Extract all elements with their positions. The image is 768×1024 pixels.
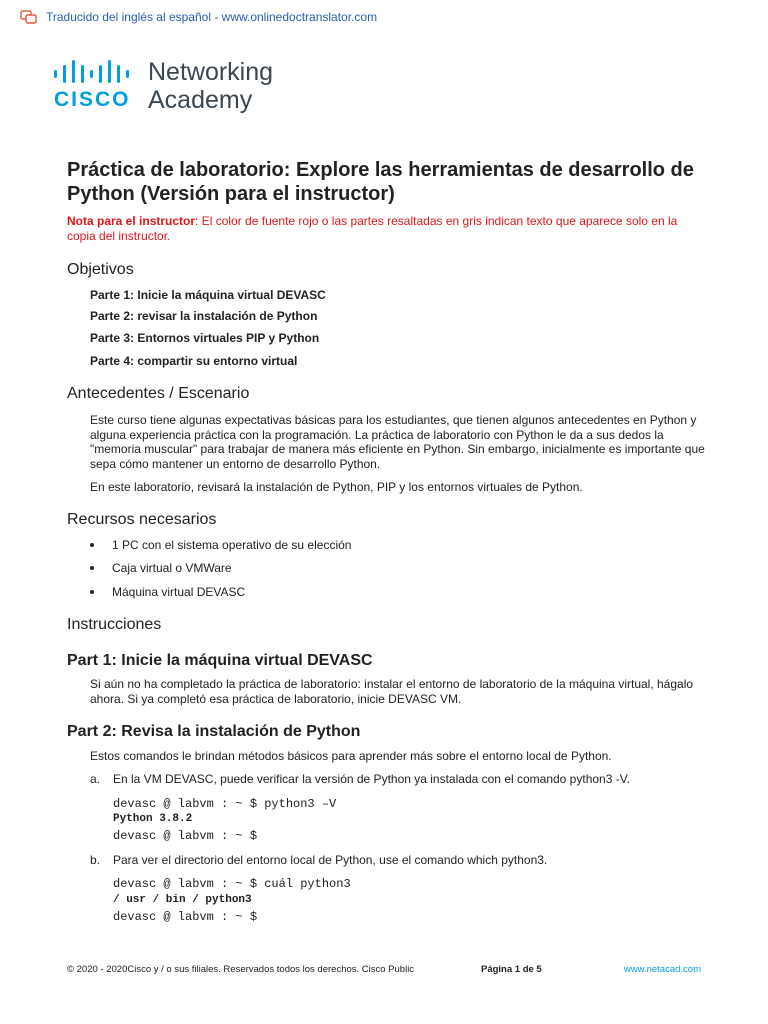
instructor-note-text: : El color de fuente rojo o las partes resaltadas en gris indican texto que aparece solo en la copia del instructor. xyxy=(67,214,678,243)
footer-site-link[interactable]: www.netacad.com xyxy=(623,964,701,975)
objective-item: Parte 4: compartir su entorno virtual xyxy=(90,354,298,368)
objective-item: Parte 3: Entornos virtuales PIP y Python xyxy=(90,331,320,345)
translator-icon xyxy=(20,10,38,24)
code-line: devasc @ labvm : ~ $ xyxy=(113,910,258,924)
antecedentes-paragraph-1: Este curso tiene algunas expectativas básicas para los estudiantes, que tienen algunos antecedentes en Python y alguna experiencia práctica con la programación. La práctica de laboratorio con Python le da a sus dedos la "memoria muscular" para trabajar de manera más eficiente en Python. Sin embargo, inicialmente es importante que sepa cómo mantener un entorno de desarrollo Python. xyxy=(90,413,705,471)
document-title: Práctica de laboratorio: Explore las herramientas de desarrollo de Python (Versión para el instructor) xyxy=(67,159,694,205)
instructor-note-label: Nota para el instructor xyxy=(67,214,196,228)
cisco-bars-icon xyxy=(52,58,140,86)
antecedentes-paragraph-2: En este laboratorio, revisará la instalación de Python, PIP y los entornos virtuales de Python. xyxy=(90,480,583,494)
instrucciones-heading: Instrucciones xyxy=(67,616,162,633)
code-output: Python 3.8.2 xyxy=(113,813,193,825)
code-output: / usr / bin / python3 xyxy=(113,894,252,906)
part2-intro: Estos comandos le brindan métodos básicos para aprender más sobre el entorno local de Python. xyxy=(90,749,612,763)
code-line: devasc @ labvm : ~ $ python3 –V xyxy=(113,797,337,811)
page-footer xyxy=(67,964,707,978)
antecedentes-heading: Antecedentes / Escenario xyxy=(67,385,250,402)
step-a xyxy=(90,772,710,786)
instructor-note xyxy=(67,214,707,244)
logo-academy: Academy xyxy=(148,86,253,114)
step-text: Para ver el directorio del entorno local de Python, use el comando which python3. xyxy=(113,853,548,867)
code-line: devasc @ labvm : ~ $ xyxy=(113,829,258,843)
translator-link[interactable]: Traducido del inglés al español - www.onlinedoctranslator.com xyxy=(46,10,378,24)
footer-page-number: Página 1 de 5 xyxy=(481,964,542,975)
step-b xyxy=(90,853,710,867)
bullet-icon xyxy=(90,566,94,570)
translator-banner[interactable] xyxy=(20,6,377,28)
footer-copyright: © 2020 - 2020Cisco y / o sus filiales. Reservados todos los derechos. Cisco Public xyxy=(67,964,415,975)
part1-heading: Part 1: Inicie la máquina virtual DEVASC xyxy=(67,652,373,669)
bullet-icon xyxy=(90,543,94,547)
step-label: b. xyxy=(90,853,101,867)
step-label: a. xyxy=(90,772,101,786)
part1-paragraph: Si aún no ha completado la práctica de laboratorio: instalar el entorno de laboratorio de la máquina virtual, hágalo ahora. Si ya completó esa práctica de laboratorio, inicie DEVASC VM. xyxy=(90,677,694,706)
cisco-networking-academy-logo xyxy=(52,58,312,118)
recursos-heading: Recursos necesarios xyxy=(67,511,217,528)
logo-networking: Networking xyxy=(148,58,274,86)
objetivos-heading: Objetivos xyxy=(67,261,134,278)
code-line: devasc @ labvm : ~ $ cuál python3 xyxy=(113,877,351,891)
part2-heading: Part 2: Revisa la instalación de Python xyxy=(67,723,361,740)
objective-item: Parte 2: revisar la instalación de Python xyxy=(90,309,318,323)
cisco-wordmark: CISCO xyxy=(54,88,131,111)
bullet-icon xyxy=(90,590,94,594)
step-text: En la VM DEVASC, puede verificar la versión de Python ya instalada con el comando python3 -V. xyxy=(113,772,630,786)
objective-item: Parte 1: Inicie la máquina virtual DEVASC xyxy=(90,288,326,302)
